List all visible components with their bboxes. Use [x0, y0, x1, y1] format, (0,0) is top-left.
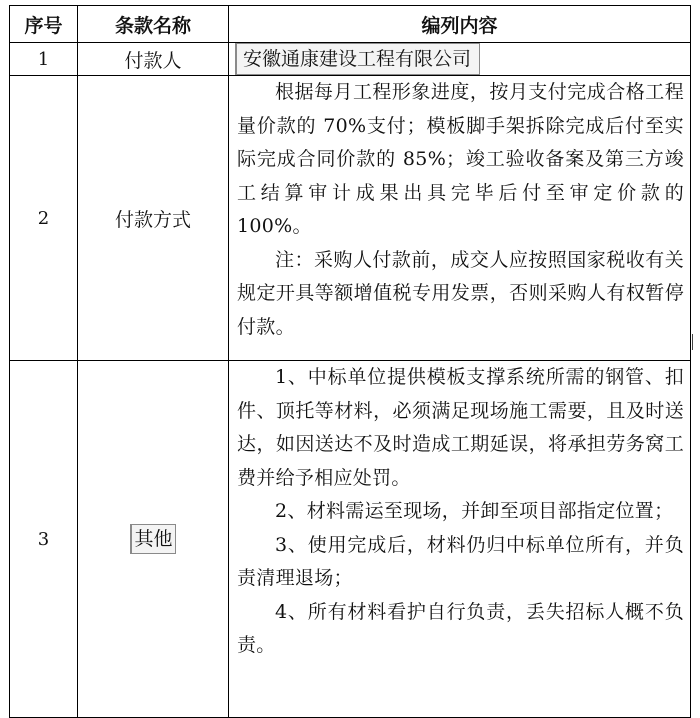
row-no: 1	[10, 43, 78, 76]
content-paragraph: 注：采购人付款前，成交人应按照国家税收有关规定开具等额增值税专用发票，否则采购人有权暂停付款。	[237, 248, 684, 338]
table-row	[10, 76, 691, 361]
text-cursor	[692, 334, 693, 350]
table-header-row	[10, 6, 691, 43]
table-row	[10, 43, 691, 76]
header-no: 序号	[10, 6, 78, 43]
row-content	[229, 76, 691, 361]
table-row	[10, 361, 691, 718]
row-no: 2	[10, 76, 78, 361]
terms-table	[9, 5, 691, 718]
row-content	[229, 361, 691, 718]
payer-field[interactable]: 安徽通康建设工程有限公司	[235, 43, 480, 75]
content-paragraph: 2、材料需运至现场，并卸至项目部指定位置；	[275, 500, 674, 522]
content-paragraph: 4、所有材料看护自行负责，丢失招标人概不负责。	[237, 600, 684, 656]
other-field[interactable]: 其他	[130, 524, 175, 554]
header-content: 编列内容	[229, 6, 691, 43]
row-name	[78, 361, 229, 718]
row-name: 付款方式	[78, 76, 229, 361]
content-paragraph: 1、中标单位提供模板支撑系统所需的钢管、扣件、顶托等材料，必须满足现场施工需要，且及时送达，如因送达不及时造成工期延误，将承担劳务窝工费并给予相应处罚。	[237, 366, 684, 489]
row-no: 3	[10, 361, 78, 718]
header-name: 条款名称	[78, 6, 229, 43]
content-paragraph: 3、使用完成后，材料仍归中标单位所有，并负责清理退场；	[237, 533, 684, 589]
row-content	[229, 43, 691, 76]
row-name: 付款人	[78, 43, 229, 76]
content-paragraph: 根据每月工程形象进度，按月支付完成合格工程量价款的 70%支付；模板脚手架拆除完成后付至实际完成合同价款的 85%；竣工验收备案及第三方竣工结算审计成果出具完毕后付至审定价款的 100%。	[237, 81, 684, 237]
